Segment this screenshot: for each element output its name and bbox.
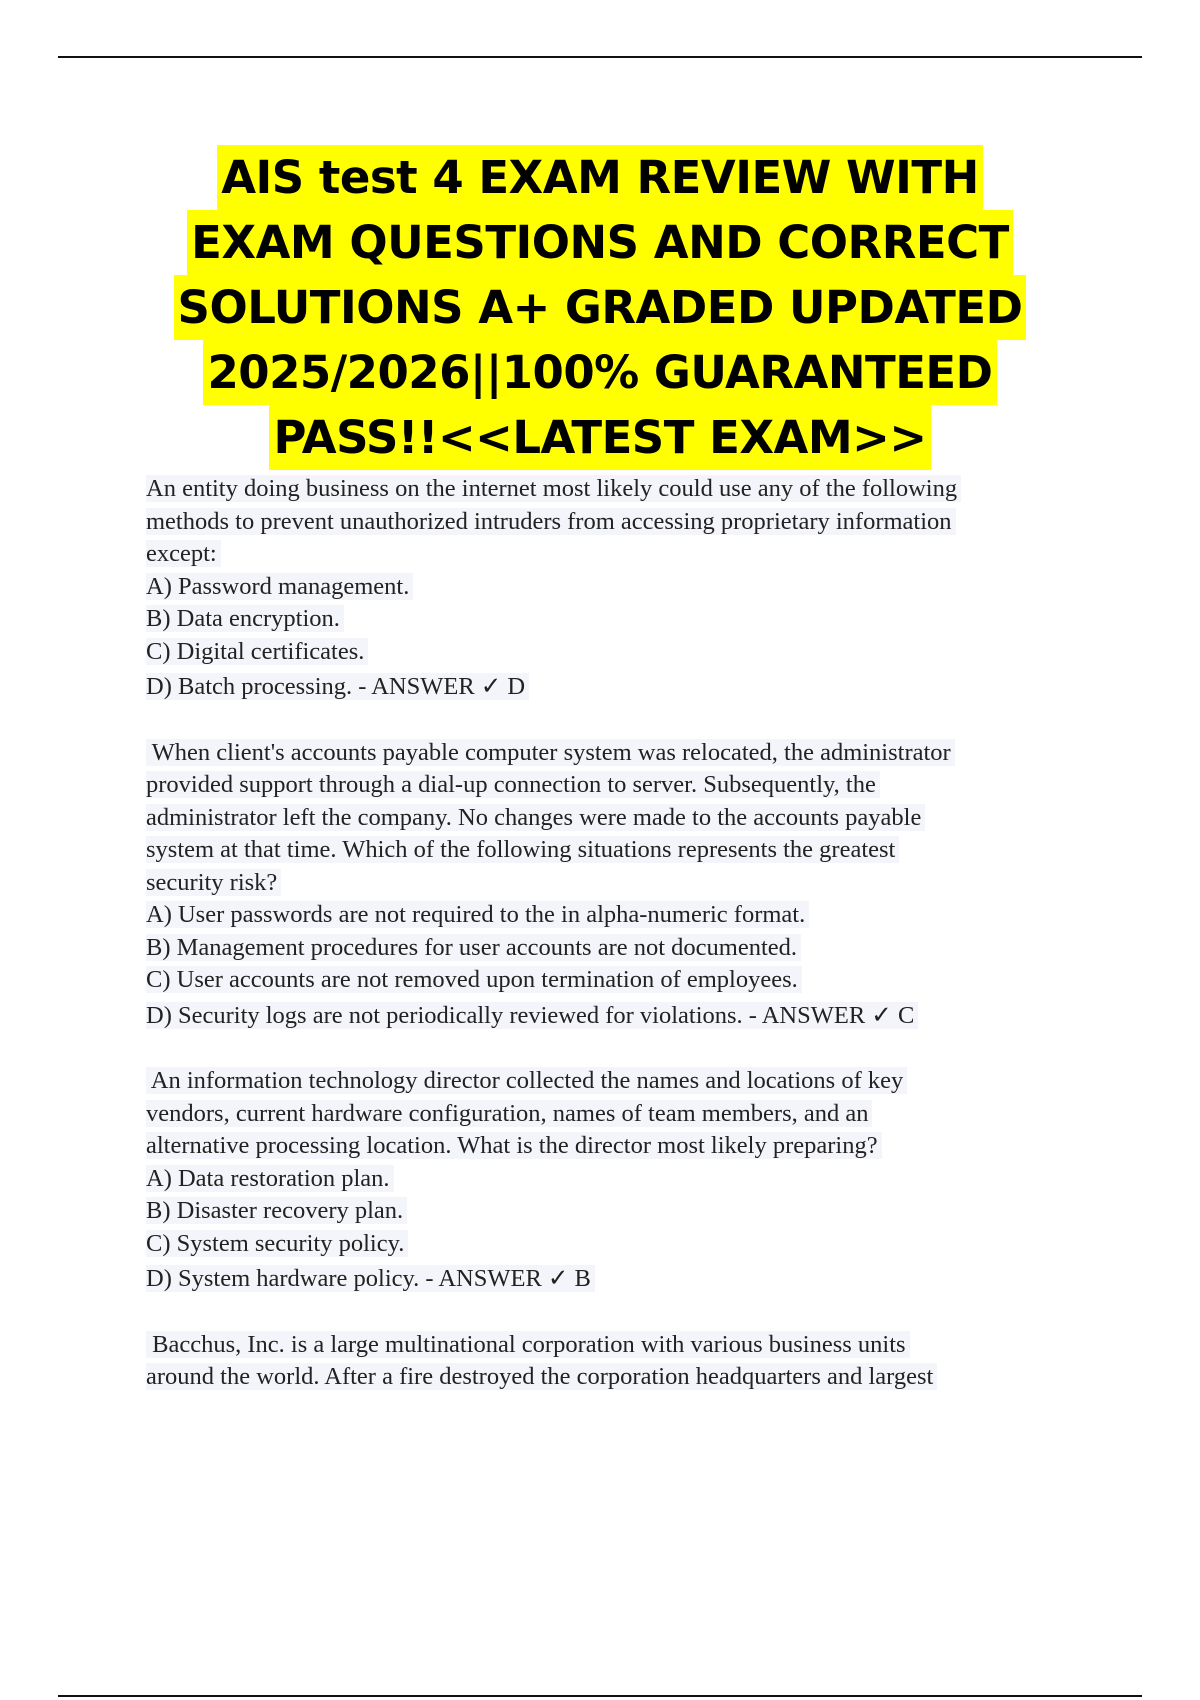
answer-option-with-key: D) Security logs are not periodically reviewed for violations. - ANSWER ✓ C — [146, 1002, 918, 1029]
question-text-line: provided support through a dial-up connection to server. Subsequently, the — [146, 771, 880, 798]
answer-option: B) Disaster recovery plan. — [146, 1197, 407, 1224]
question-text-line: An information technology director collected the names and locations of key — [146, 1067, 907, 1094]
title-line-1: AIS test 4 EXAM REVIEW WITH — [217, 145, 983, 210]
answer-option: C) Digital certificates. — [146, 638, 368, 665]
question-text-line: An entity doing business on the internet most likely could use any of the following — [146, 475, 961, 502]
bottom-rule — [58, 1695, 1142, 1697]
answer-option: A) Password management. — [146, 573, 413, 600]
question-text-line: methods to prevent unauthorized intruders from accessing proprietary information — [146, 508, 956, 535]
answer-option-with-key: D) Batch processing. - ANSWER ✓ D — [146, 673, 529, 700]
question-4 — [146, 1329, 1086, 1394]
question-text-line: Bacchus, Inc. is a large multinational corporation with various business units — [146, 1331, 910, 1358]
question-text-line: When client's accounts payable computer system was relocated, the administrator — [146, 739, 955, 766]
title-line-5: PASS!!<<LATEST EXAM>> — [269, 405, 930, 470]
question-text-line: system at that time. Which of the following situations represents the greatest — [146, 836, 899, 863]
top-rule — [58, 56, 1142, 58]
title-line-2: EXAM QUESTIONS AND CORRECT — [187, 210, 1013, 275]
answer-option: C) User accounts are not removed upon termination of employees. — [146, 966, 802, 993]
question-1 — [146, 473, 1086, 704]
question-text-line: administrator left the company. No changes were made to the accounts payable — [146, 804, 925, 831]
question-text-line: alternative processing location. What is the director most likely preparing? — [146, 1132, 882, 1159]
answer-option: B) Data encryption. — [146, 605, 344, 632]
answer-option: B) Management procedures for user accounts are not documented. — [146, 934, 801, 961]
question-text-line: around the world. After a fire destroyed the corporation headquarters and largest — [146, 1363, 937, 1390]
title-line-4: 2025/2026||100% GUARANTEED — [203, 340, 996, 405]
question-3 — [146, 1065, 1086, 1296]
answer-option-with-key: D) System hardware policy. - ANSWER ✓ B — [146, 1265, 595, 1292]
title-line-3: SOLUTIONS A+ GRADED UPDATED — [174, 275, 1027, 340]
answer-option: C) System security policy. — [146, 1230, 408, 1257]
question-text-line: except: — [146, 540, 221, 567]
document-title — [150, 145, 1050, 470]
answer-option: A) User passwords are not required to the in alpha-numeric format. — [146, 901, 809, 928]
question-text-line: vendors, current hardware configuration, names of team members, and an — [146, 1100, 872, 1127]
document-body — [146, 473, 1086, 1394]
answer-option: A) Data restoration plan. — [146, 1165, 394, 1192]
question-text-line: security risk? — [146, 869, 281, 896]
question-2 — [146, 737, 1086, 1033]
